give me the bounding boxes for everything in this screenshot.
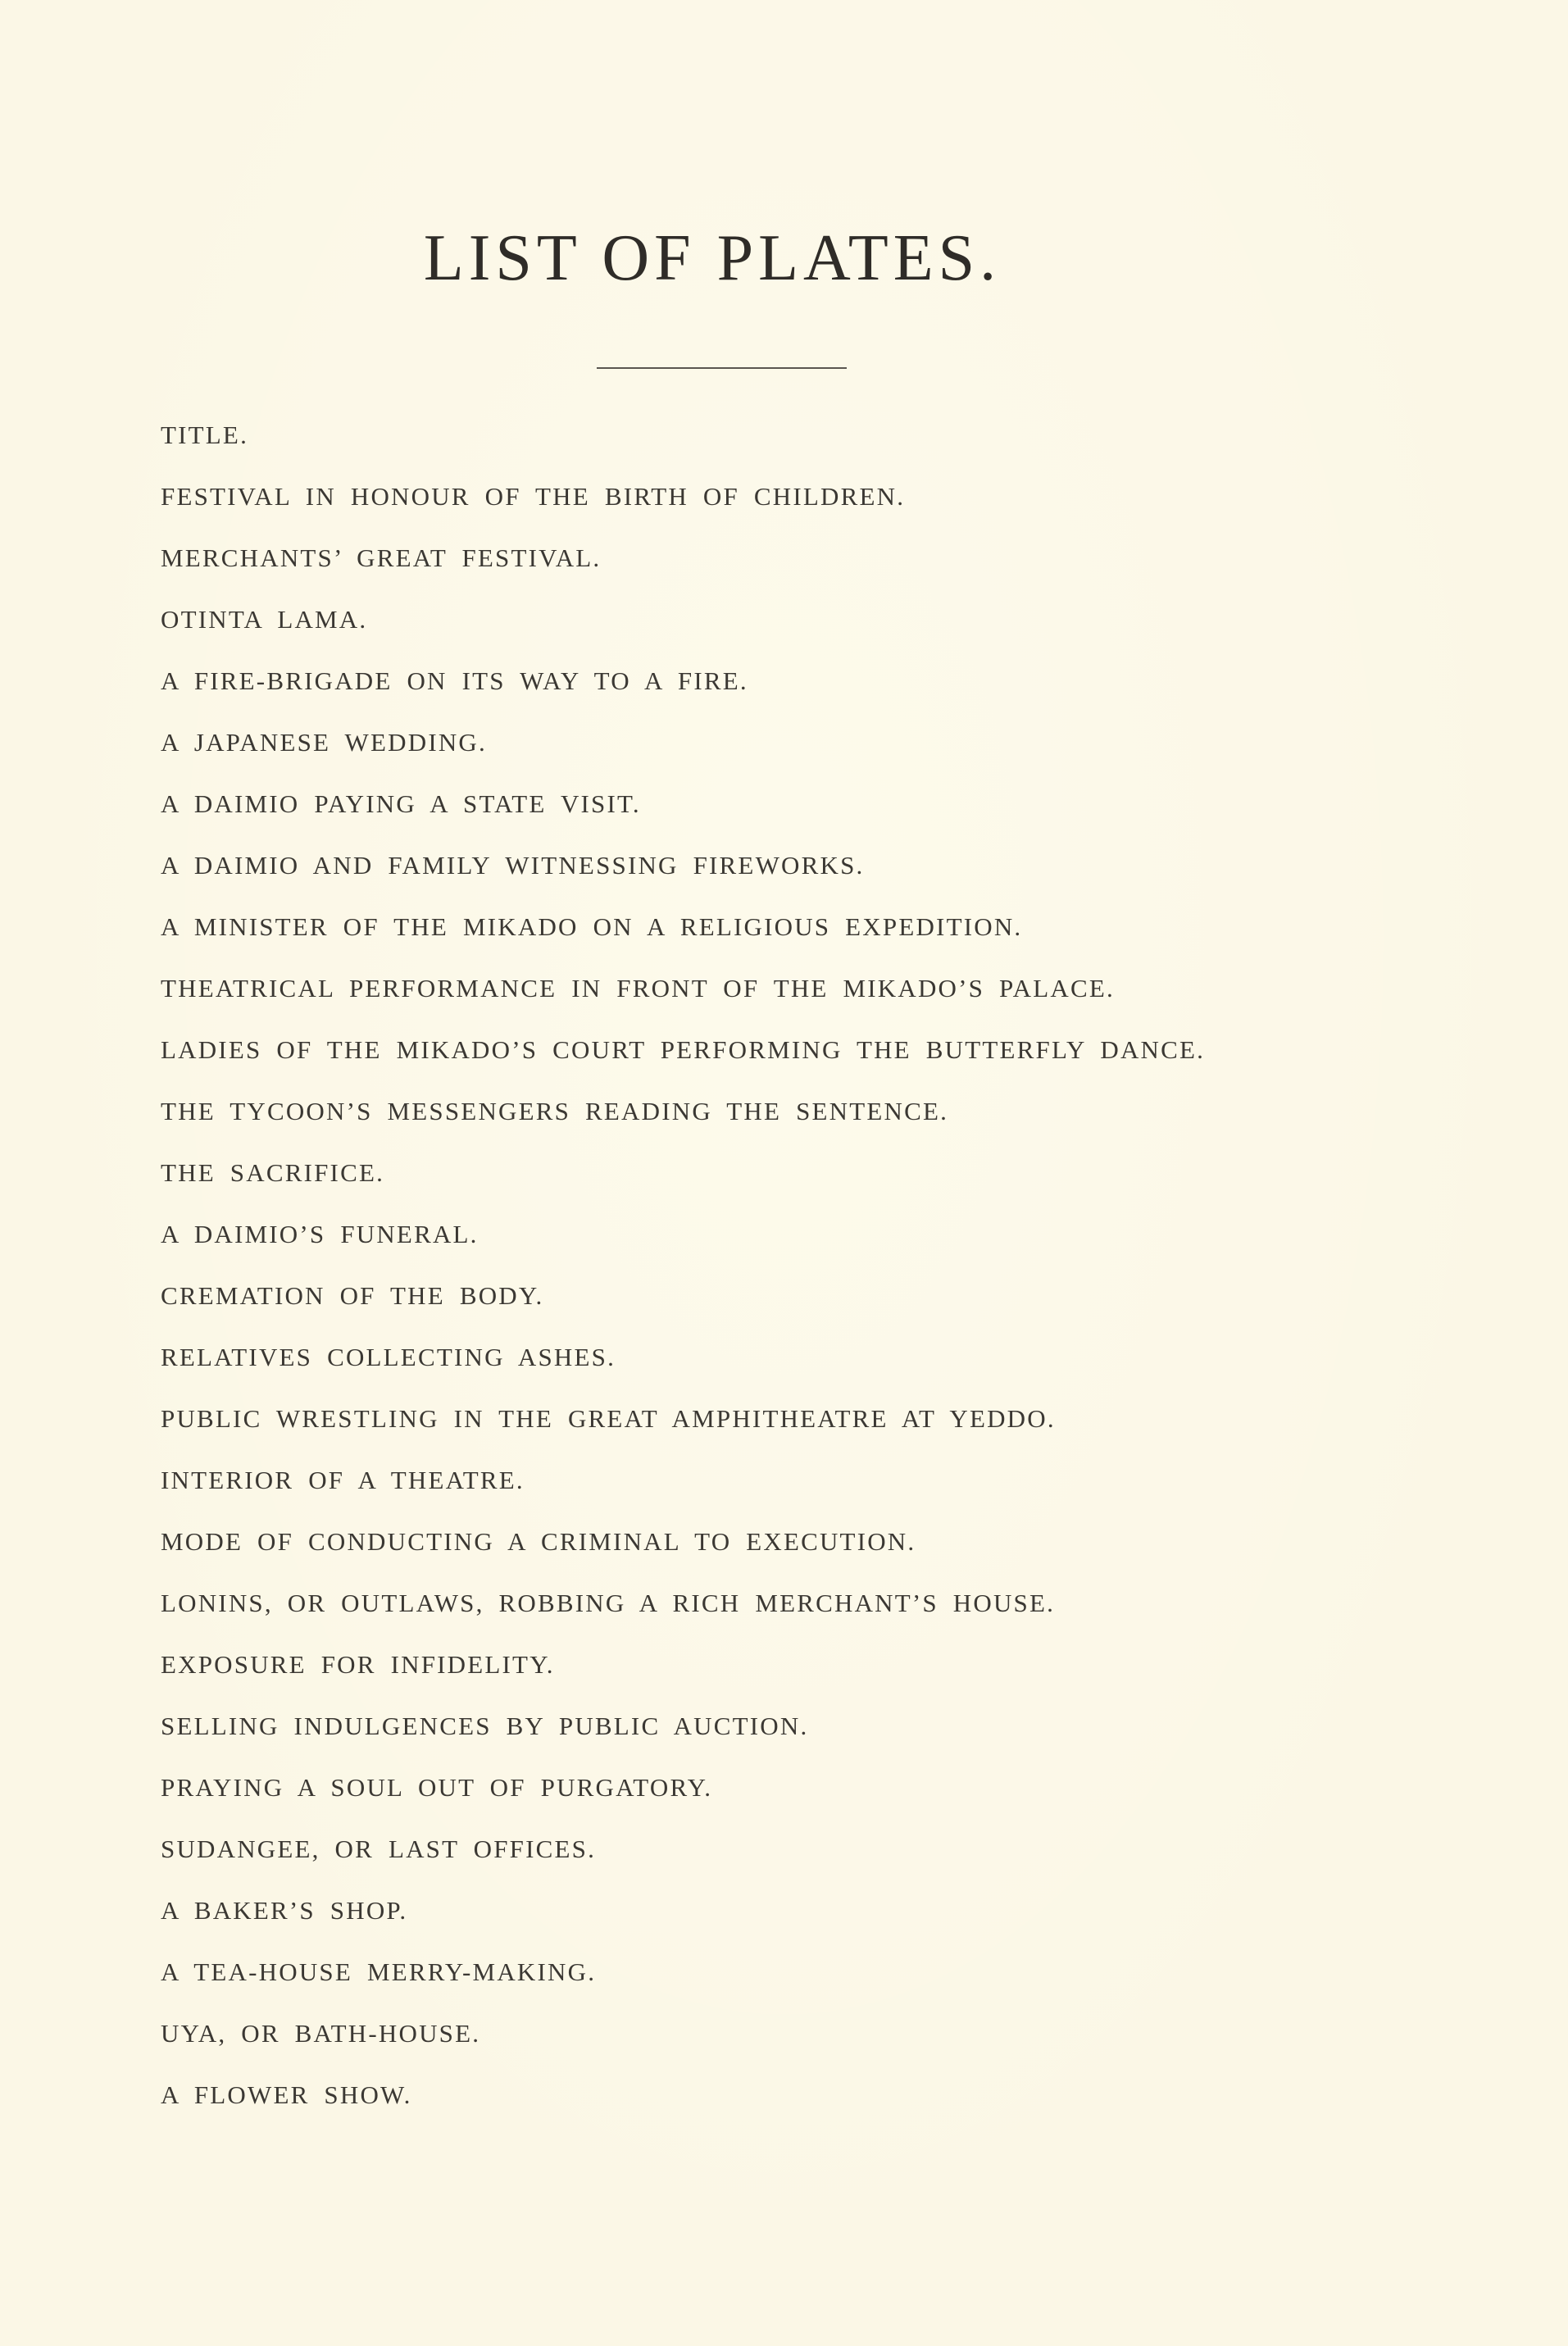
plate-item: THE SACRIFICE.	[161, 1158, 385, 1187]
plate-item: SELLING INDULGENCES BY PUBLIC AUCTION.	[161, 1712, 809, 1740]
plate-item: MERCHANTS’ GREAT FESTIVAL.	[161, 543, 602, 572]
plate-item: A FLOWER SHOW.	[161, 2080, 412, 2109]
plate-item: THEATRICAL PERFORMANCE IN FRONT OF THE MIKADO’S PALACE.	[161, 974, 1115, 1003]
plate-item: TITLE.	[161, 421, 249, 449]
plate-item: RELATIVES COLLECTING ASHES.	[161, 1343, 616, 1371]
title-divider	[597, 367, 847, 369]
plate-item: CREMATION OF THE BODY.	[161, 1281, 544, 1310]
plate-item: MODE OF CONDUCTING A CRIMINAL TO EXECUTION.	[161, 1527, 916, 1556]
page-title: LIST OF PLATES.	[423, 222, 1002, 294]
plate-item: INTERIOR OF A THEATRE.	[161, 1466, 525, 1494]
plate-item: A MINISTER OF THE MIKADO ON A RELIGIOUS EXPEDITION.	[161, 912, 1023, 941]
plate-item: THE TYCOON’S MESSENGERS READING THE SENTENCE.	[161, 1097, 949, 1125]
plate-item: OTINTA LAMA.	[161, 605, 368, 634]
plate-item: PRAYING A SOUL OUT OF PURGATORY.	[161, 1773, 713, 1802]
plate-item: A DAIMIO PAYING A STATE VISIT.	[161, 789, 641, 818]
plate-item: UYA, OR BATH-HOUSE.	[161, 2019, 481, 2048]
plate-item: PUBLIC WRESTLING IN THE GREAT AMPHITHEATRE AT YEDDO.	[161, 1404, 1056, 1433]
plate-item: A JAPANESE WEDDING.	[161, 728, 487, 757]
plate-item: A TEA-HOUSE MERRY-MAKING.	[161, 1957, 597, 1986]
plate-item: SUDANGEE, OR LAST OFFICES.	[161, 1835, 597, 1863]
plate-item: A DAIMIO AND FAMILY WITNESSING FIREWORKS.	[161, 851, 865, 880]
plate-item: LONINS, OR OUTLAWS, ROBBING A RICH MERCHANT’S HOUSE.	[161, 1589, 1056, 1617]
plate-item: EXPOSURE FOR INFIDELITY.	[161, 1650, 555, 1679]
plate-item: A DAIMIO’S FUNERAL.	[161, 1220, 479, 1248]
plate-item: A BAKER’S SHOP.	[161, 1896, 408, 1925]
plate-item: LADIES OF THE MIKADO’S COURT PERFORMING THE BUTTERFLY DANCE.	[161, 1035, 1206, 1064]
plate-item: A FIRE-BRIGADE ON ITS WAY TO A FIRE.	[161, 666, 748, 695]
plates-list	[161, 414, 1205, 2135]
plate-item: FESTIVAL IN HONOUR OF THE BIRTH OF CHILDREN.	[161, 482, 906, 511]
